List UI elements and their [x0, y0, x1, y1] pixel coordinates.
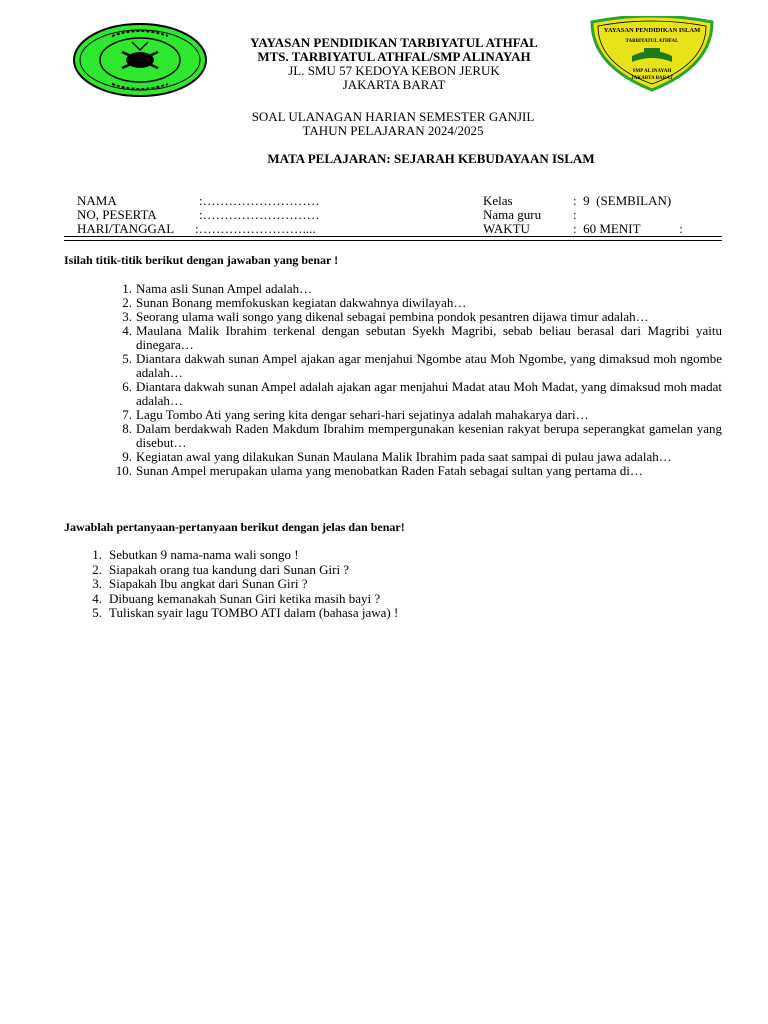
question-number: 2. — [92, 561, 102, 577]
info-label: NAMA — [77, 193, 117, 208]
question-number: 3. — [122, 309, 132, 324]
question-text: Diantara dakwah sunan Ampel ajakan agar menjahui Ngombe atau Moh Ngombe, yang dimaksud moh ngombe adalah… — [136, 351, 722, 380]
section-2-instruction: Jawablah pertanyaan-pertanyaan berikut dengan jelas dan benar! — [64, 520, 405, 534]
list-item — [64, 422, 722, 450]
letterhead — [212, 36, 576, 92]
question-text: Sebutkan 9 nama-nama wali songo ! — [109, 547, 299, 562]
right-logo-mid-text: TARBIYATUL ATHFAL — [625, 39, 679, 44]
info-value: :……………………… — [199, 207, 320, 222]
school-city: JAKARTA BARAT — [342, 77, 446, 92]
list-item — [64, 577, 722, 592]
question-text: Maulana Malik Ibrahim terkenal dengan sebutan Syekh Magribi, sebab beliau berasal dari Magribi yaitu dinegara… — [136, 323, 722, 352]
question-number: 6. — [122, 379, 132, 394]
student-info — [64, 180, 320, 236]
class-info — [470, 180, 683, 236]
info-row-name — [64, 180, 320, 208]
list-item — [64, 606, 722, 621]
school-address: JL. SMU 57 KEDOYA KEBON JERUK — [288, 63, 500, 78]
info-value: :…………………….... — [195, 221, 316, 236]
list-item — [64, 310, 722, 324]
right-logo-bottom-text-1: SMP AL INAYAH — [632, 69, 672, 74]
question-text: Sunan Bonang memfokuskan kegiatan dakwahnya diwilayah… — [136, 295, 467, 310]
question-text: Nama asli Sunan Ampel adalah… — [136, 281, 313, 296]
question-number: 10. — [115, 463, 132, 478]
exam-subject: MATA PELAJARAN: SEJARAH KEBUDAYAAN ISLAM — [267, 151, 595, 166]
foundation-name: YAYASAN PENDIDIKAN TARBIYATUL ATHFAL — [250, 35, 538, 50]
question-number: 1. — [92, 547, 102, 562]
fill-in-questions-list — [64, 282, 722, 478]
question-number: 3. — [92, 576, 102, 591]
question-number: 4. — [122, 323, 132, 338]
list-item — [64, 380, 722, 408]
list-item — [64, 548, 722, 563]
essay-questions-list — [64, 548, 722, 621]
info-value: :……………………… — [199, 193, 320, 208]
divider-bottom — [64, 240, 722, 241]
list-item — [64, 592, 722, 607]
exam-title: SOAL ULANAGAN HARIAN SEMESTER GANJIL — [251, 109, 535, 124]
question-text: Sunan Ampel merupakan ulama yang menobatkan Raden Fatah sebagai sultan yang pertama di… — [136, 463, 643, 478]
question-text: Dalam berdakwah Raden Makdum Ibrahim mempergunakan kesenian rakyat berupa seperangkat gamelan yang disebut… — [136, 421, 722, 450]
question-text: Diantara dakwah sunan Ampel adalah ajakan agar menjahui Madat atau Moh Madat, yang dimaksud moh madat adalah… — [136, 379, 722, 408]
list-item — [64, 296, 722, 310]
question-number: 5. — [92, 605, 102, 620]
right-logo-arc-text: YAYASAN PENDIDIKAN ISLAM — [603, 27, 701, 34]
school-emblem-left-logo — [72, 22, 208, 98]
exam-year: TAHUN PELAJARAN 2024/2025 — [302, 123, 484, 138]
info-label: NO, PESERTA — [77, 207, 157, 222]
question-number: 5. — [122, 351, 132, 366]
right-logo-bottom-text-2: JAKARTA BARAT — [631, 76, 673, 81]
question-text: Seorang ulama wali songo yang dikenal sebagai pembina pondok pesantren dijawa timur adalah… — [136, 309, 649, 324]
question-number: 9. — [122, 449, 132, 464]
question-number: 1. — [122, 281, 132, 296]
question-number: 4. — [92, 590, 102, 606]
list-item — [64, 352, 722, 380]
info-value: : 9 (SEMBILAN) — [573, 193, 672, 208]
info-value: : 60 MENIT : — [573, 221, 683, 236]
list-item — [64, 464, 722, 478]
section-1-instruction: Isilah titik-titik berikut dengan jawaban yang benar ! — [64, 253, 339, 267]
question-text: Lagu Tombo Ati yang sering kita dengar sehari-hari sejatinya adalah mahakarya dari… — [136, 407, 589, 422]
info-label: Nama guru — [483, 207, 542, 222]
question-text: Tuliskan syair lagu TOMBO ATI dalam (bahasa jawa) ! — [109, 605, 399, 620]
list-item — [64, 563, 722, 578]
info-value: : — [573, 207, 577, 222]
question-number: 8. — [122, 421, 132, 436]
school-name: MTS. TARBIYATUL ATHFAL/SMP ALINAYAH — [257, 49, 531, 64]
list-item — [64, 282, 722, 296]
list-item — [64, 324, 722, 352]
divider-top — [64, 236, 722, 237]
question-number: 2. — [122, 295, 132, 310]
info-row-class — [470, 180, 683, 208]
question-text: Dibuang kemanakah Sunan Giri ketika masih bayi ? — [109, 590, 381, 606]
question-number: 7. — [122, 407, 132, 422]
question-text: Siapakah Ibu angkat dari Sunan Giri ? — [109, 576, 308, 591]
info-label: Kelas — [483, 193, 513, 208]
question-text: Siapakah orang tua kandung dari Sunan Giri ? — [109, 561, 350, 577]
foundation-shield-right-logo — [588, 16, 716, 92]
info-label: WAKTU — [483, 221, 530, 236]
list-item — [64, 450, 722, 464]
question-text: Kegiatan awal yang dilakukan Sunan Maulana Malik Ibrahim pada saat sampai di pulau jawa adalah… — [136, 449, 672, 464]
info-label: HARI/TANGGAL — [77, 221, 175, 236]
list-item — [64, 408, 722, 422]
